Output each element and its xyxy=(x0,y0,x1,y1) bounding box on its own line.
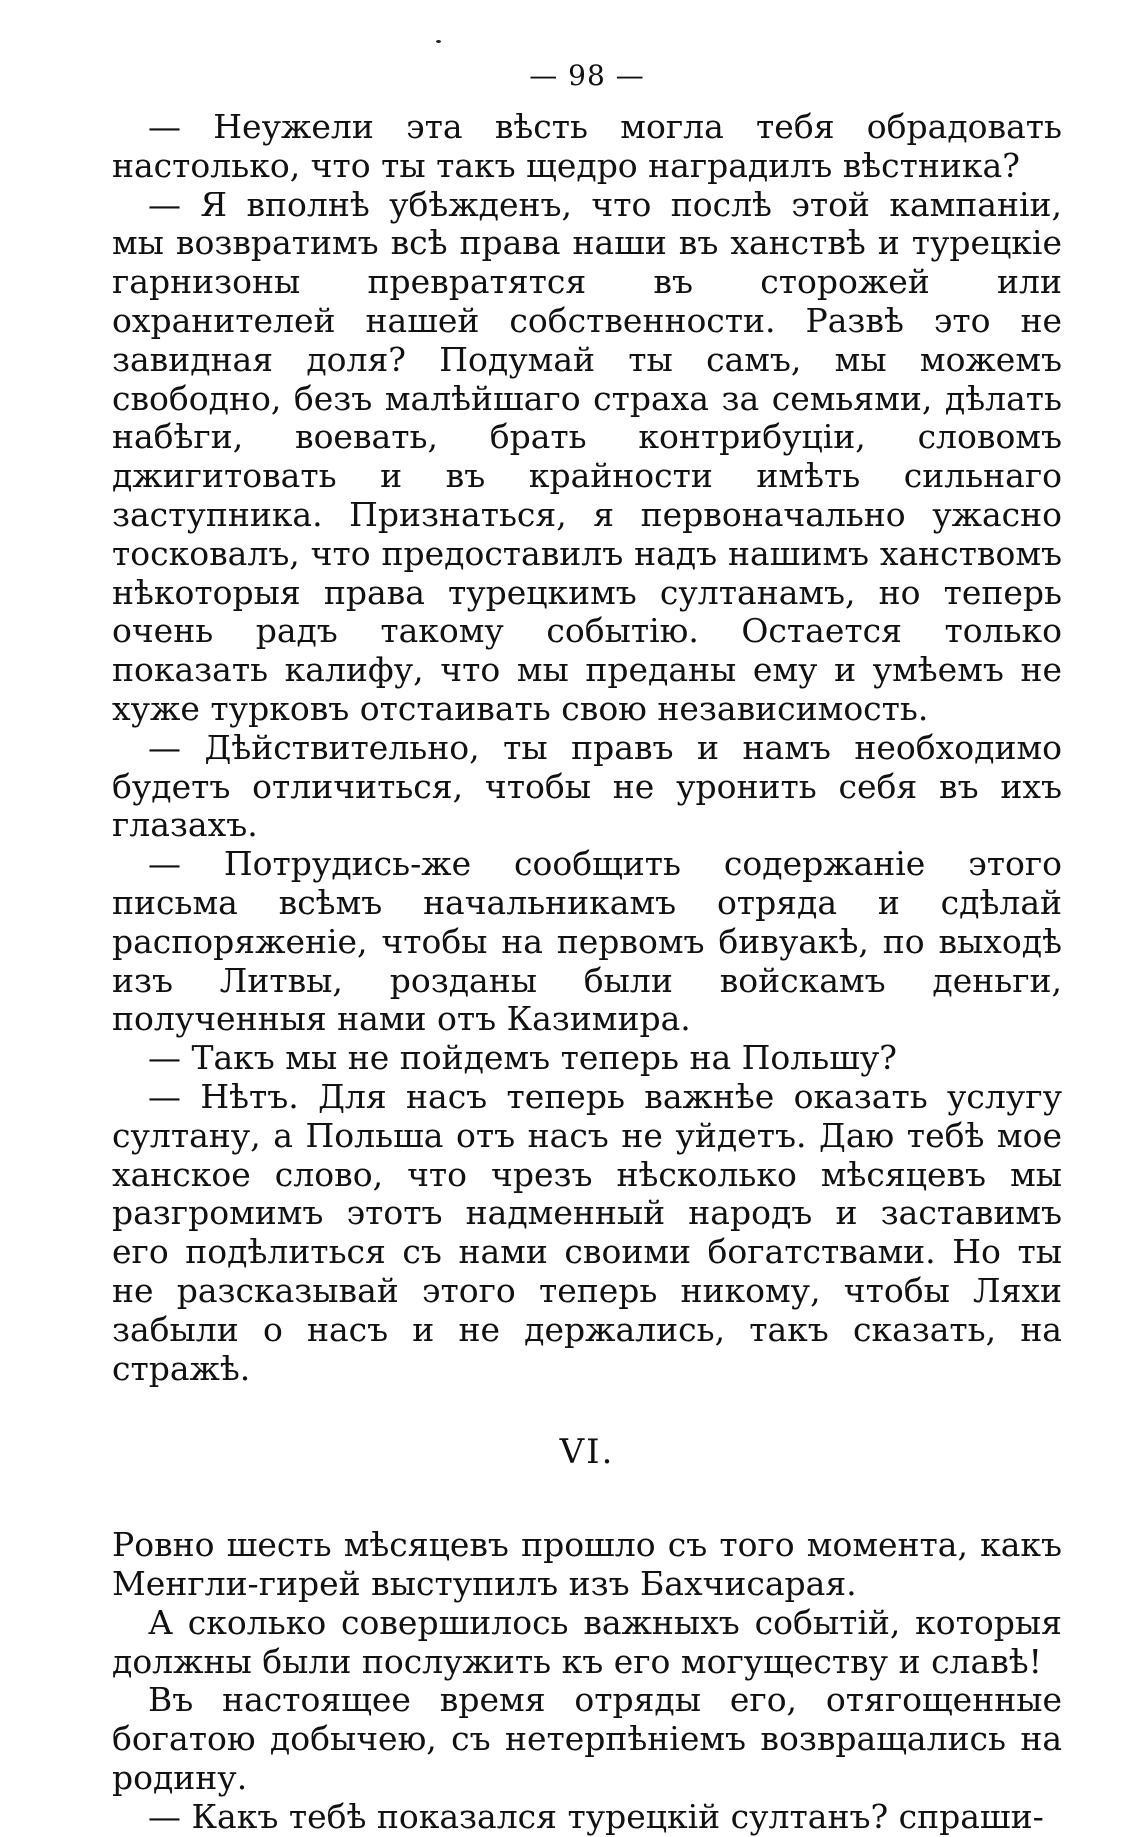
paragraph: — Такъ мы не пойдемъ теперь на Польшу? xyxy=(148,1038,897,1078)
chapter-section xyxy=(112,1526,1062,1836)
paragraph: А сколько совершилось важныхъ событій, которыя должны были послужить къ его могуществу и славѣ! xyxy=(112,1602,1062,1681)
paragraph: — Дѣйствительно, ты правъ и намъ необходимо будетъ отличиться, чтобы не уронить себя въ ихъ глазахъ. xyxy=(112,727,1062,845)
paragraph: — Я вполнѣ убѣжденъ, что послѣ этой кампаніи, мы возвратимъ всѣ права наши въ ханствѣ и турецкіе гарнизоны превратятся въ сторожей или охранителей нашей собственности. Развѣ это не завидная доля? Подумай ты самъ, мы можемъ свободно, безъ малѣйшаго страха за семьями, дѣлать набѣги, воевать, брать контрибуціи, словомъ джигитовать и въ крайности имѣть сильнаго заступника. Признаться, я первоначально ужасно тосковалъ, что предоставилъ надъ нашимъ ханствомъ нѣкоторыя права турецкимъ султанамъ, но теперь очень радъ такому событію. Остается только показать калифу, что мы преданы ему и умѣемъ не хуже турковъ отстаивать свою независимость. xyxy=(112,184,1062,728)
paragraph: — Нѣтъ. Для насъ теперь важнѣе оказать услугу султану, а Польша отъ насъ не уйдетъ. Даю тебѣ мое ханское слово, что чрезъ нѣсколько мѣсяцевъ мы разгромимъ этотъ надменный народъ и заставимъ его подѣлиться съ нами своими богатствами. Но ты не разсказывай этого теперь никому, чтобы Ляхи забыли о насъ и не держались, такъ сказать, на стражѣ. xyxy=(112,1076,1062,1388)
book-page xyxy=(112,52,1062,1837)
paragraph: Ровно шесть мѣсяцевъ прошло съ того момента, какъ Менгли-гирей выступилъ изъ Бахчисарая. xyxy=(112,1525,1062,1604)
chapter-heading: VI. xyxy=(559,1432,615,1473)
paragraph: — Какъ тебѣ показался турецкій султанъ? спраши- xyxy=(148,1796,1044,1836)
print-speck-top xyxy=(436,40,441,43)
page-number: — 98 — xyxy=(529,59,645,92)
paragraph: — Потрудись-же сообщить содержаніе этого письма всѣмъ начальникамъ отряда и сдѣлай распоряженіе, чтобы на первомъ бивуакѣ, по выходѣ изъ Литвы, розданы были войскамъ деньги, полученныя нами отъ Казимира. xyxy=(112,844,1062,1039)
paragraph: — Неужели эта вѣсть могла тебя обрадовать настолько, что ты такъ щедро наградилъ вѣстника? xyxy=(112,107,1062,185)
dialogue-section xyxy=(112,108,1062,1388)
paragraph: Въ настоящее время отряды его, отягощенные богатою добычею, съ нетерпѣніемъ возвращались на родину. xyxy=(112,1680,1062,1798)
